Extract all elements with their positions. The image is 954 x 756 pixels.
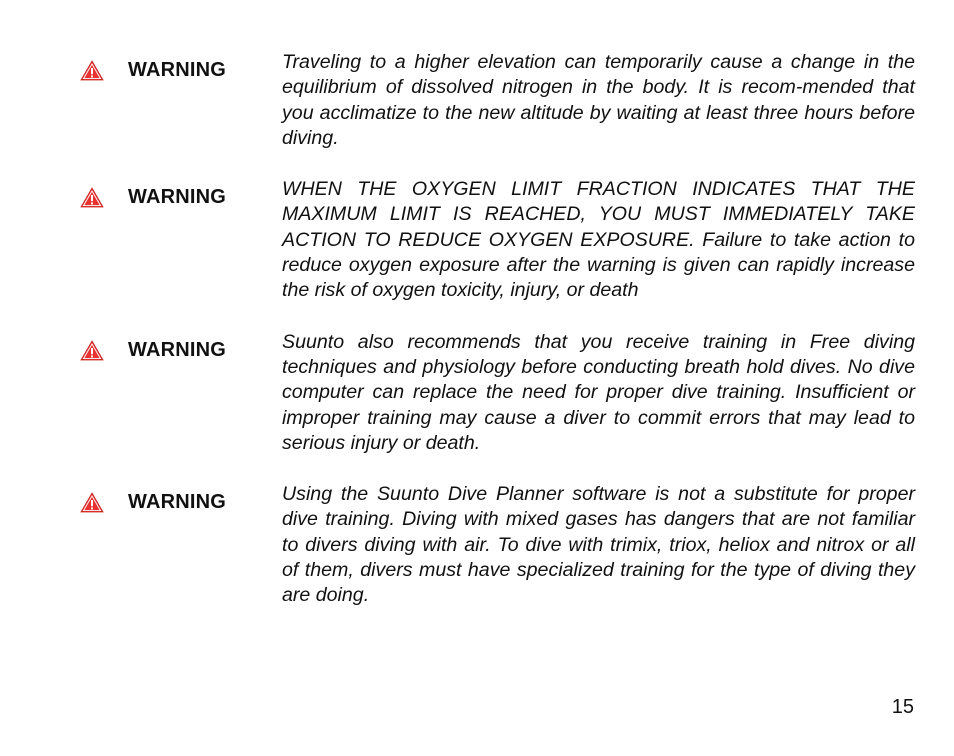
warning-triangle-icon xyxy=(80,60,104,81)
warning-label xyxy=(80,330,282,362)
warning-text: WHEN THE OXYGEN LIMIT FRACTION INDICATES THAT THE MAXIMUM LIMIT IS REACHED, YOU MUST IMMEDIATELY TAKE ACTION TO REDUCE OXYGEN EXPOSURE. Failure to take action to reduce oxygen exposure after the warning is given can rapidly increase the risk of oxygen toxicity, injury, or death xyxy=(282,178,915,302)
warning-heading: WARNING xyxy=(128,59,227,81)
warnings-list xyxy=(80,50,915,609)
warning-label xyxy=(80,482,282,514)
warning-text: Using the Suunto Dive Planner software is not a substitute for proper dive training. Diving with mixed gases has dangers that are not familiar to divers diving with air. To dive with trimix, triox, heliox and nitrox or all of them, divers must have specialized training for the type of diving they are doing. xyxy=(282,483,915,607)
warning-triangle-icon xyxy=(80,187,104,208)
warning-heading: WARNING xyxy=(128,186,227,209)
warning-block-dive-planner xyxy=(80,482,915,608)
warning-block-free-diving xyxy=(80,330,915,456)
warning-heading: WARNING xyxy=(128,491,227,514)
warning-text: Traveling to a higher elevation can temporarily cause a change in the equilibrium of dissolved nitrogen in the body. It is recom-mended that you acclimatize to the new altitude by waiting at least three hours before diving. xyxy=(282,51,915,149)
warning-heading: WARNING xyxy=(128,338,227,361)
warning-triangle-icon xyxy=(80,340,104,361)
warning-label xyxy=(80,50,282,82)
page-number: 15 xyxy=(891,696,914,718)
warning-triangle-icon xyxy=(80,492,104,513)
warning-block-oxygen-limit xyxy=(80,177,915,303)
warning-block-altitude xyxy=(80,50,915,151)
warning-text: Suunto also recommends that you receive training in Free diving techniques and physiology before conducting breath hold dives. No dive computer can replace the need for proper dive training. Insufficient or improper training may cause a diver to commit errors that may lead to serious injury or death. xyxy=(282,330,915,454)
warning-label xyxy=(80,177,282,209)
